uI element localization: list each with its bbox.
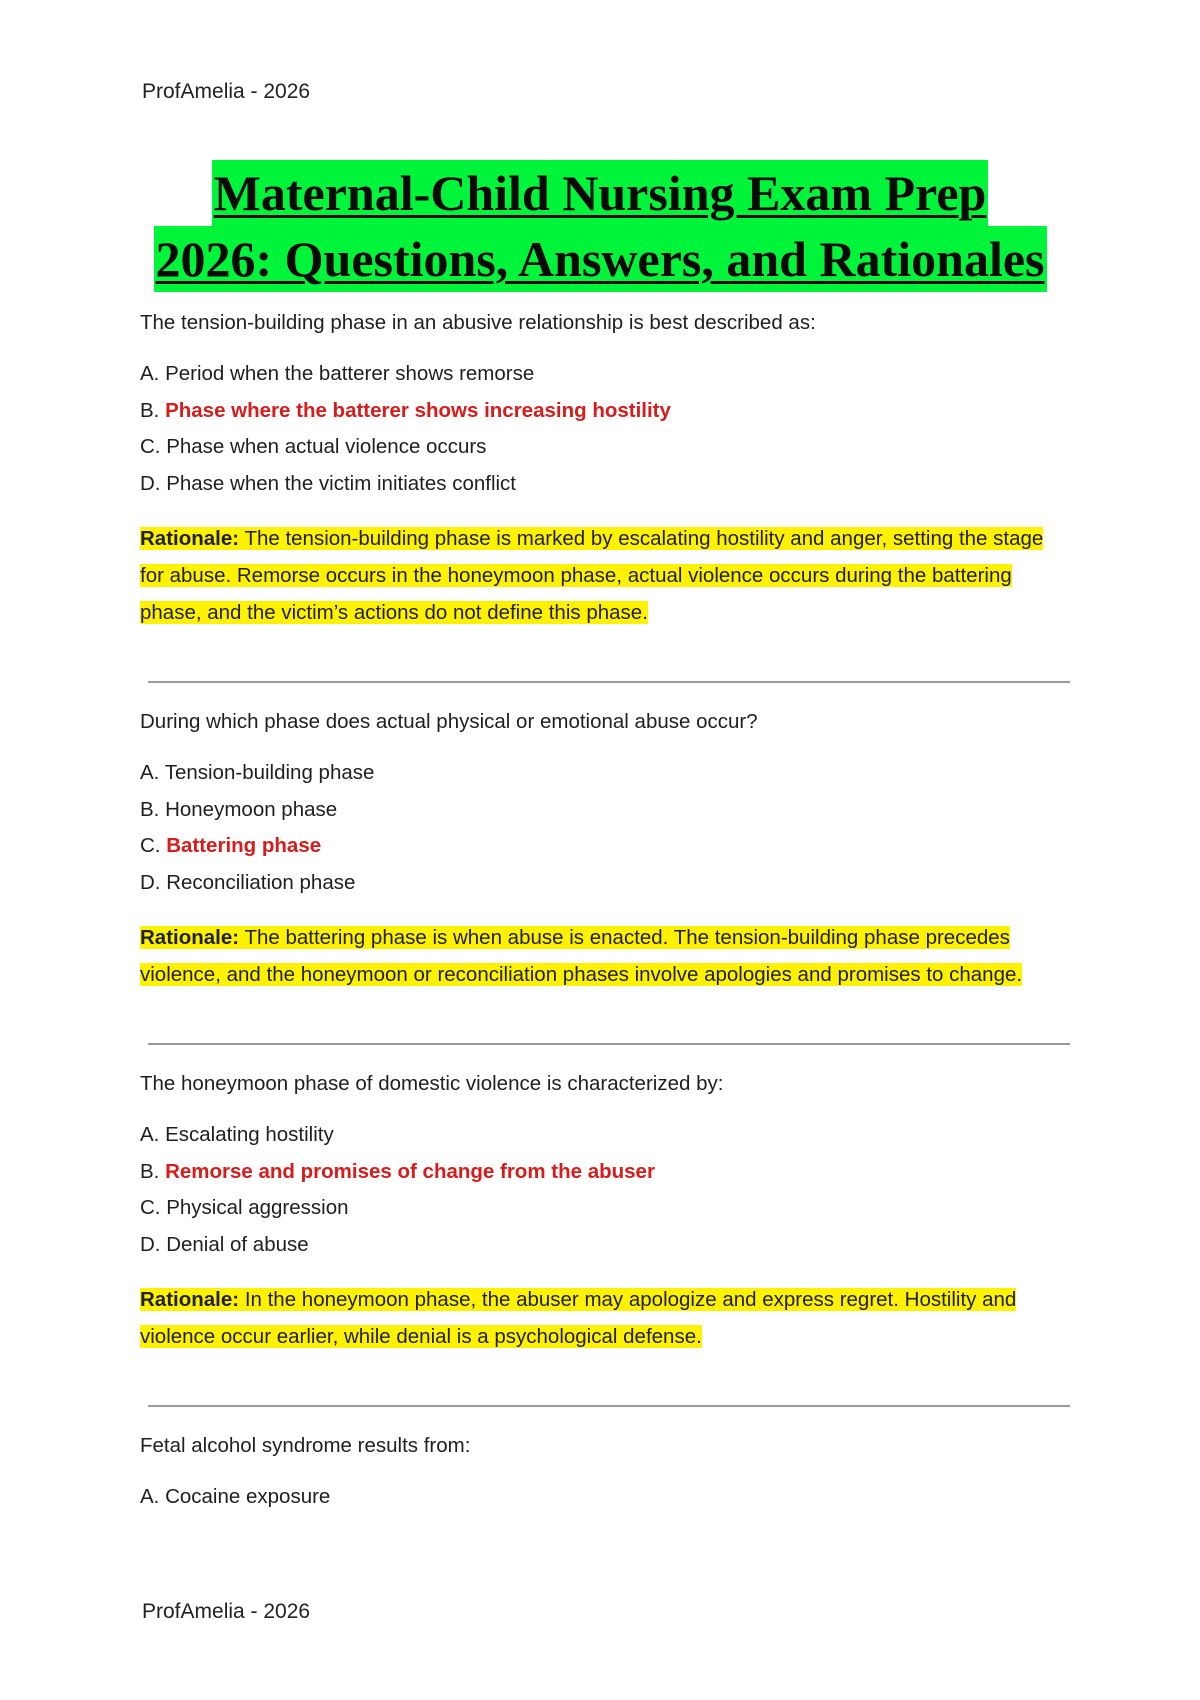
option-text: Honeymoon phase (165, 797, 338, 821)
option-letter: D. (140, 471, 161, 495)
question-stem: During which phase does actual physical or emotional abuse occur? (140, 710, 758, 733)
answer-options (140, 1479, 1070, 1516)
running-footer: ProfAmelia - 2026 (142, 1600, 311, 1623)
option-letter: B. (140, 797, 160, 821)
section-divider (148, 681, 1070, 683)
option-text: Denial of abuse (166, 1232, 309, 1256)
correct-option-text: Battering phase (166, 834, 322, 857)
document-title (120, 160, 1080, 292)
running-header: ProfAmelia - 2026 (142, 80, 311, 103)
option-letter: A. (140, 761, 160, 784)
question-stem: Fetal alcohol syndrome results from: (140, 1434, 471, 1457)
option-letter: B. (140, 1159, 160, 1183)
answer-option (140, 865, 1070, 902)
answer-option (140, 1227, 1070, 1264)
answer-option (140, 1117, 1070, 1154)
question-block (140, 1069, 1070, 1355)
option-text: Reconciliation phase (166, 870, 356, 894)
rationale-text: The battering phase is when abuse is enacted. The tension-building phase precedes violence, and the honeymoon or reconciliation phases involve apologies and promises to change. (140, 926, 1023, 986)
option-letter: B. (140, 398, 160, 422)
option-letter: A. (140, 362, 160, 385)
rationale (140, 1281, 1070, 1355)
option-text: Period when the batterer shows remorse (165, 362, 535, 385)
option-text: Cocaine exposure (165, 1485, 331, 1508)
option-letter: C. (140, 1196, 161, 1219)
answer-option (140, 466, 1070, 503)
section-divider (148, 1043, 1070, 1045)
answer-option-correct (140, 1154, 1070, 1191)
correct-option-text: Remorse and promises of change from the abuser (165, 1159, 655, 1183)
question-block (140, 1431, 1070, 1516)
title-line-2: 2026: Questions, Answers, and Rationales (154, 226, 1047, 292)
answer-option (140, 1479, 1070, 1516)
answer-option-correct (140, 393, 1070, 430)
option-text: Tension-building phase (164, 761, 375, 784)
option-letter: A. (140, 1123, 160, 1146)
question-block (140, 308, 1070, 631)
option-text: Phase when actual violence occurs (166, 435, 487, 458)
answer-options (140, 1117, 1070, 1263)
answer-options (140, 755, 1070, 901)
rationale-label: Rationale: (140, 527, 240, 550)
correct-option-text: Phase where the batterer shows increasing hostility (165, 398, 671, 422)
option-letter: D. (140, 870, 161, 894)
rationale-text: The tension-building phase is marked by escalating hostility and anger, setting the stage for abuse. Remorse occurs in the honeymoon phase, actual violence occurs during the battering phase, and the victim’s actions do not define this phase. (140, 527, 1044, 624)
rationale (140, 919, 1070, 993)
answer-options (140, 356, 1070, 502)
option-text: Phase when the victim initiates conflict (166, 471, 517, 495)
rationale-label: Rationale: (140, 926, 240, 949)
answer-option (140, 1190, 1070, 1227)
question-list (140, 308, 1070, 1534)
question-stem: The tension-building phase in an abusive relationship is best described as: (140, 311, 816, 334)
answer-option (140, 755, 1070, 792)
section-divider (148, 1405, 1070, 1407)
question-stem: The honeymoon phase of domestic violence is characterized by: (140, 1072, 724, 1095)
option-text: Escalating hostility (165, 1123, 334, 1146)
answer-option (140, 429, 1070, 466)
rationale-label: Rationale: (140, 1288, 240, 1311)
answer-option (140, 792, 1070, 829)
rationale (140, 520, 1070, 631)
answer-option-correct (140, 828, 1070, 865)
option-text: Physical aggression (166, 1196, 349, 1219)
title-line-1: Maternal-Child Nursing Exam Prep (212, 160, 989, 226)
option-letter: D. (140, 1232, 161, 1256)
question-block (140, 707, 1070, 993)
option-letter: C. (140, 834, 161, 857)
answer-option (140, 356, 1070, 393)
option-letter: A. (140, 1485, 160, 1508)
rationale-text: In the honeymoon phase, the abuser may apologize and express regret. Hostility and violence occur earlier, while denial is a psychological defense. (140, 1288, 1017, 1348)
option-letter: C. (140, 435, 161, 458)
